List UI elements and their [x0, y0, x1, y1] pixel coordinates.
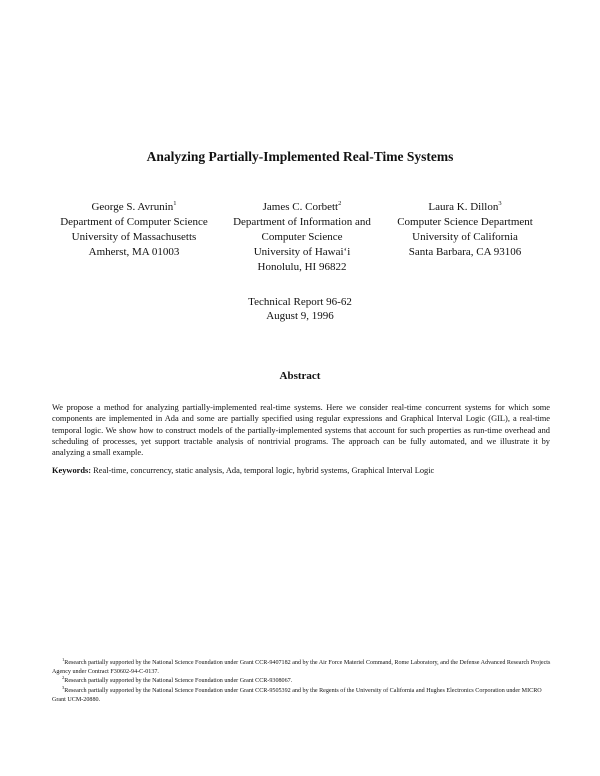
footnote-number: 1: [62, 657, 65, 662]
footnote: $^2$Research partially supported by the National Science Foundation under Grant CCR-9308067.: [62, 675, 293, 685]
abstract-body: We propose a method for analyzing partially-implemented real-time systems. Here we consider real-time concurrent systems for which some components are implemented in Ada and some are partially specified using regular expressions and Graphical Interval Logic (GIL), a real-time temporal logic. We show how to construct models of the partially-implemented systems that account for such properties as run-time overhead and scheduling of processes, yet support tractable analysis of nontrivial programs. The approach can be fully automated, and we illustrate it by analyzing a small example.: [52, 403, 550, 458]
author-affiliation-line: Computer Science: [261, 231, 343, 243]
report-info: [0, 295, 600, 323]
author-affiliation-line: University of California: [412, 231, 518, 243]
abstract-heading: Abstract: [279, 370, 321, 382]
footnote-mark: 2: [338, 200, 342, 207]
author-name: George S. Avrunin$^1$: [91, 200, 177, 213]
footnote-number: 3: [62, 684, 65, 690]
keywords-line: [52, 465, 550, 476]
footnotes: [52, 659, 557, 705]
author-affiliation-line: University of Hawai‘i: [253, 246, 351, 258]
footnote-mark: 3: [498, 200, 502, 207]
keywords-label: Keywords:: [52, 466, 92, 475]
author-name: Laura K. Dillon$^3$: [428, 200, 502, 213]
author-affiliation-line: Amherst, MA 01003: [88, 246, 180, 258]
author-affiliation-line: Computer Science Department: [397, 216, 533, 228]
author-affiliation-line: University of Massachusetts: [71, 231, 197, 243]
report-date: August 9, 1996: [266, 310, 334, 322]
footnote: $^3$Research partially supported by the National Science Foundation under Grant CCR-9505392 and by the Regents of the University of California and Hughes Electronics Corporation under MICRO Grant UCM-20880.: [52, 684, 542, 703]
author-affiliation-line: Honolulu, HI 96822: [257, 261, 347, 273]
author-affiliation-line: Department of Computer Science: [60, 216, 208, 228]
author-block-1: [52, 200, 216, 260]
author-name: James C. Corbett$^2$: [262, 200, 342, 213]
author-block-2: [222, 200, 382, 275]
footnote: $^1$Research partially supported by the National Science Foundation under Grant CCR-9407182 and by the Air Force Materiel Command, Rome Laboratory, and the Defense Advanced Research Projects Agency under Contract F30602-94-C-0137.: [52, 657, 551, 676]
report-number: Technical Report 96-62: [248, 296, 352, 308]
author-affiliation-line: Department of Information and: [233, 216, 371, 228]
footnote-mark: 1: [173, 200, 177, 207]
author-block-3: [388, 200, 542, 260]
keywords-text: Real-time, concurrency, static analysis, Ada, temporal logic, hybrid systems, Graphical Interval Logic: [93, 466, 435, 475]
author-affiliation-line: Santa Barbara, CA 93106: [408, 246, 522, 258]
footnote-number: 2: [62, 675, 65, 681]
paper-title: Analyzing Partially-Implemented Real-Time Systems: [146, 149, 454, 164]
